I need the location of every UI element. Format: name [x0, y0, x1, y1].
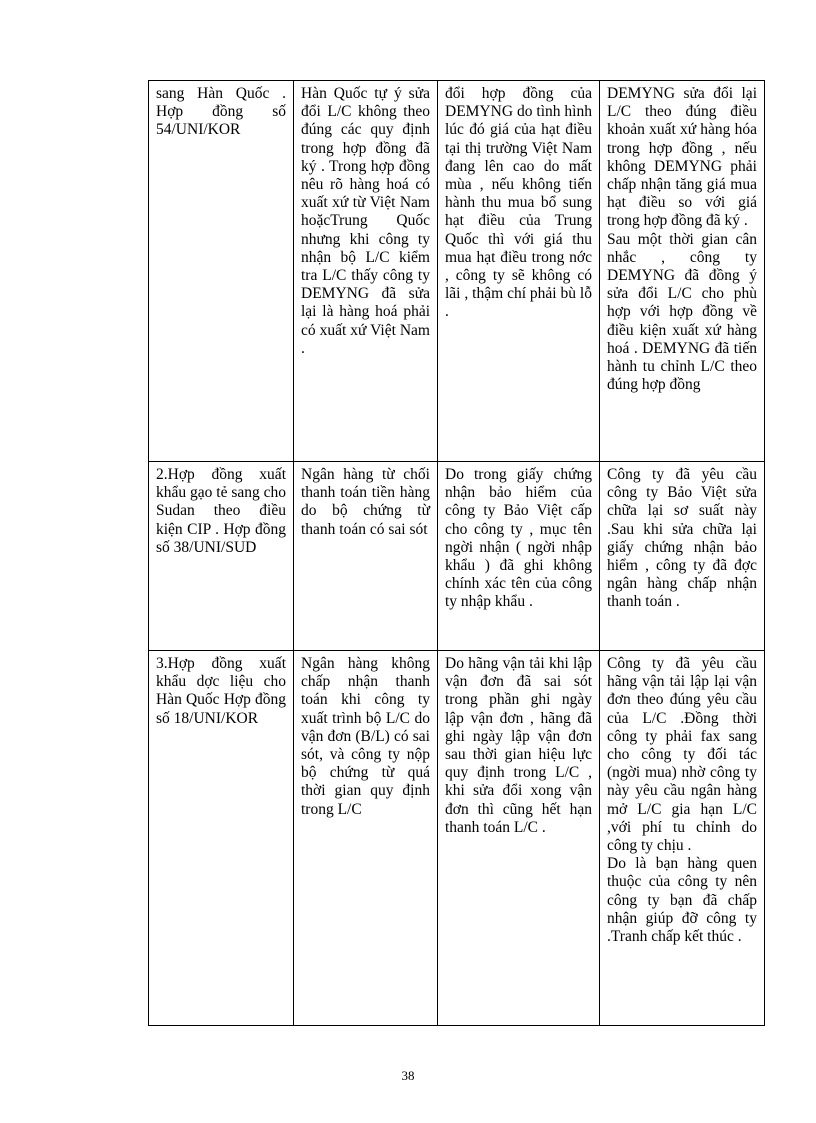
issue-cell: Ngân hàng từ chối thanh toán tiền hàng do bộ chứng từ thanh toán có sai sót — [294, 462, 438, 651]
dispute-table — [148, 80, 765, 1026]
table-row — [149, 81, 765, 462]
table-row — [149, 651, 765, 1026]
contract-cell: 3.Hợp đồng xuất khẩu dợc liệu cho Hàn Quốc Hợp đồng số 18/UNI/KOR — [149, 651, 294, 1026]
resolution-paragraph: Sau một thời gian cân nhắc , công ty DEMYNG đã đồng ý sửa đổi L/C cho phù hợp với hợp đồng về điều kiện xuất xứ hàng hoá . DEMYNG đã tiến hành tu chỉnh L/C theo đúng hợp đồng — [607, 230, 757, 394]
resolution-paragraph: Do là bạn hàng quen thuộc của công ty nên công ty bạn đã chấp nhận giúp đỡ công ty .Tranh chấp kết thúc . — [607, 855, 757, 946]
cause-cell: Do hãng vận tải khi lập vận đơn đã sai sót trong phần ghi ngày lập vận đơn , hãng đã ghi ngày lập vận đơn sau thời gian hiệu lực quy định trong L/C , khi sửa đổi xong vận đơn thì cũng hết hạn thanh toán L/C . — [438, 651, 600, 1026]
resolution-paragraph: DEMYNG sửa đổi lại L/C theo đúng điều khoản xuất xứ hàng hóa trong hợp đồng , nếu không DEMYNG phải chấp nhận tăng giá mua hạt điều so với giá trong hợp đồng đã ký . — [607, 85, 757, 230]
cause-cell: đổi hợp đồng của DEMYNG do tình hình lúc đó giá của hạt điều tại thị trường Việt Nam đang lên cao do mất mùa , nếu không tiến hành thu mua bổ sung hạt điều của Trung Quốc thì với giá thu mua hạt điều trong nớc , công ty sẽ không có lãi , thậm chí phải bù lỗ . — [438, 81, 600, 462]
table-row — [149, 462, 765, 651]
cause-cell: Do trong giấy chứng nhận bảo hiểm của công ty Bảo Việt cấp cho công ty , mục tên ngời nhận ( ngời nhập khẩu ) đã ghi không chính xác tên của công ty nhập khẩu . — [438, 462, 600, 651]
contract-cell: 2.Hợp đồng xuất khẩu gạo tẻ sang cho Sudan theo điều kiện CIP . Hợp đồng số 38/UNI/SUD — [149, 462, 294, 651]
page-number: 38 — [401, 1068, 415, 1083]
resolution-cell — [600, 462, 765, 651]
resolution-paragraph: Công ty đã yêu cầu hãng vận tải lập lại vận đơn theo đúng yêu cầu của L/C .Đồng thời công ty phải fax sang cho công ty đối tác (ngời mua) nhờ công ty này yêu cầu ngân hàng mở L/C gia hạn L/C ,với phí tu chỉnh do công ty chịu . — [607, 655, 757, 855]
resolution-cell — [600, 81, 765, 462]
resolution-paragraph: Công ty đã yêu cầu công ty Bảo Việt sửa chữa lại sơ suất này .Sau khi sửa chữa lại giấy chứng nhận bảo hiểm , công ty đã đợc ngân hàng chấp nhận thanh toán . — [607, 466, 757, 611]
issue-cell: Ngân hàng không chấp nhận thanh toán khi công ty xuất trình bộ L/C do vận đơn (B/L) có sai sót, và công ty nộp bộ chứng từ quá thời gian quy định trong L/C — [294, 651, 438, 1026]
issue-cell: Hàn Quốc tự ý sửa đổi L/C không theo đúng các quy định trong hợp đồng đã ký . Trong hợp đồng nêu rõ hàng hoá có xuất xứ từ Việt Nam hoặcTrung Quốc nhưng khi công ty nhận bộ L/C kiểm tra L/C thấy công ty DEMYNG đã sửa lại là hàng hoá phải có xuất xứ Việt Nam . — [294, 81, 438, 462]
contract-cell: sang Hàn Quốc . Hợp đồng số 54/UNI/KOR — [149, 81, 294, 462]
resolution-cell — [600, 651, 765, 1026]
